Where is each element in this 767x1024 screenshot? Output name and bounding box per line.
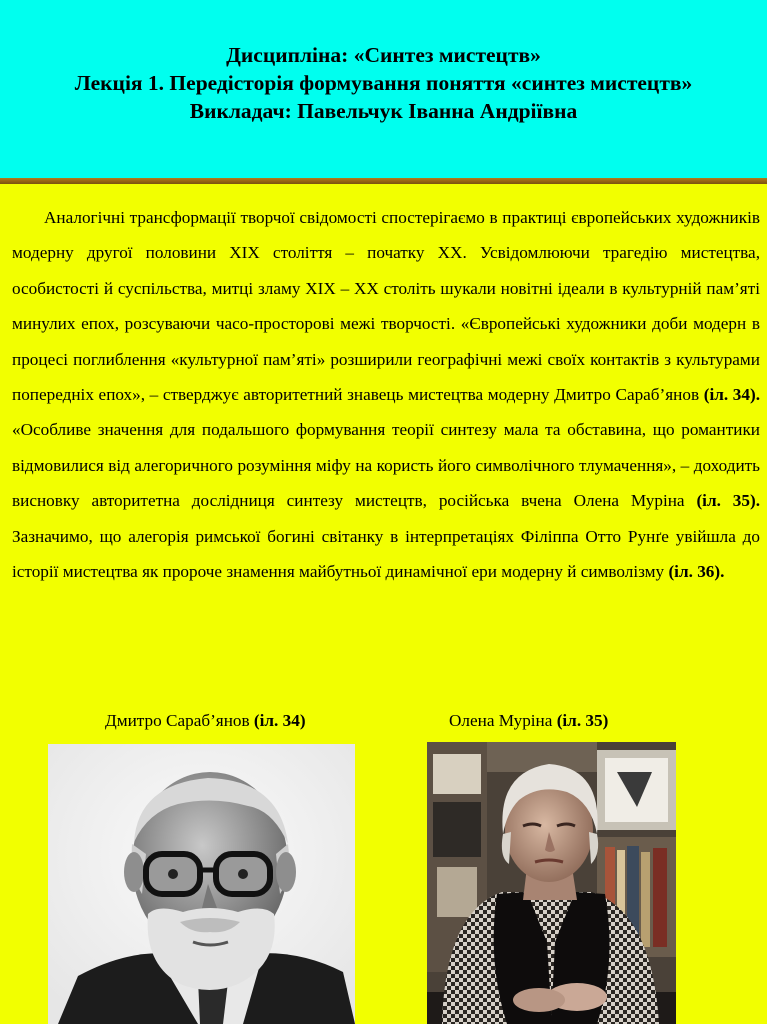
body-paragraph: [12, 200, 760, 589]
portrait-man-image: [48, 744, 355, 1024]
caption-ref: (іл. 35): [556, 711, 609, 730]
illustration-ref-36: (іл. 36).: [668, 562, 725, 582]
paragraph-text-2: «Особливе значення для подальшого формування теорії синтезу мала та обставина, що романтики відмовилися від алегоричного розуміння міфу на користь його символічного тлумачення», – доходить висновку авторитетна дослідниця синтезу мистецтв, російська вчена Олена Муріна: [12, 420, 760, 511]
discipline-title: Дисципліна: «Синтез мистецтв»: [226, 43, 541, 67]
portrait-woman-image: [427, 742, 676, 1024]
slide-title: [0, 41, 767, 125]
lecture-title: Лекція 1. Передісторія формування поняття «синтез мистецтв»: [74, 71, 693, 95]
illustration-ref-34: (іл. 34).: [703, 385, 760, 405]
caption-name: Олена Муріна: [449, 711, 557, 730]
portrait-photo-sarabyanov: [48, 744, 355, 1024]
paragraph-text-3: Зазначимо, що алегорія римської богині світанку в інтерпретаціях Філіппа Отто Рунґе увійшла до історії мистецтва як пророче знамення майбутньої динамічної ери модерну й символізму: [12, 526, 760, 582]
caption-ref: (іл. 34): [253, 711, 306, 730]
caption-name: Дмитро Сараб’янов: [105, 711, 254, 730]
paragraph-text-1: Аналогічні трансформації творчої свідомості спостерігаємо в практиці європейських художників модерну другої половини ХІХ століття – початку ХХ. Усвідомлюючи трагедію мистецтва, особистості й суспільства, митці зламу ХІХ – ХХ століть шукали новітні ідеали в культурній пам’яті минулих епох, розсуваючи часо-просторові межі творчості. «Європейські художники доби модерн в процесі поглиблення «культурної пам’яті» розширили географічні межі своїх контактів з культурами попередніх епох», – стверджує авторитетний знавець мистецтва модерну Дмитро Сараб’янов: [12, 208, 760, 405]
caption-murina: [449, 711, 608, 731]
portrait-photo-murina: [427, 742, 676, 1024]
lecturer-name: Викладач: Павельчук Іванна Андріївна: [189, 99, 578, 123]
caption-sarabyanov: [105, 711, 306, 731]
illustration-ref-35: (іл. 35).: [696, 491, 760, 511]
